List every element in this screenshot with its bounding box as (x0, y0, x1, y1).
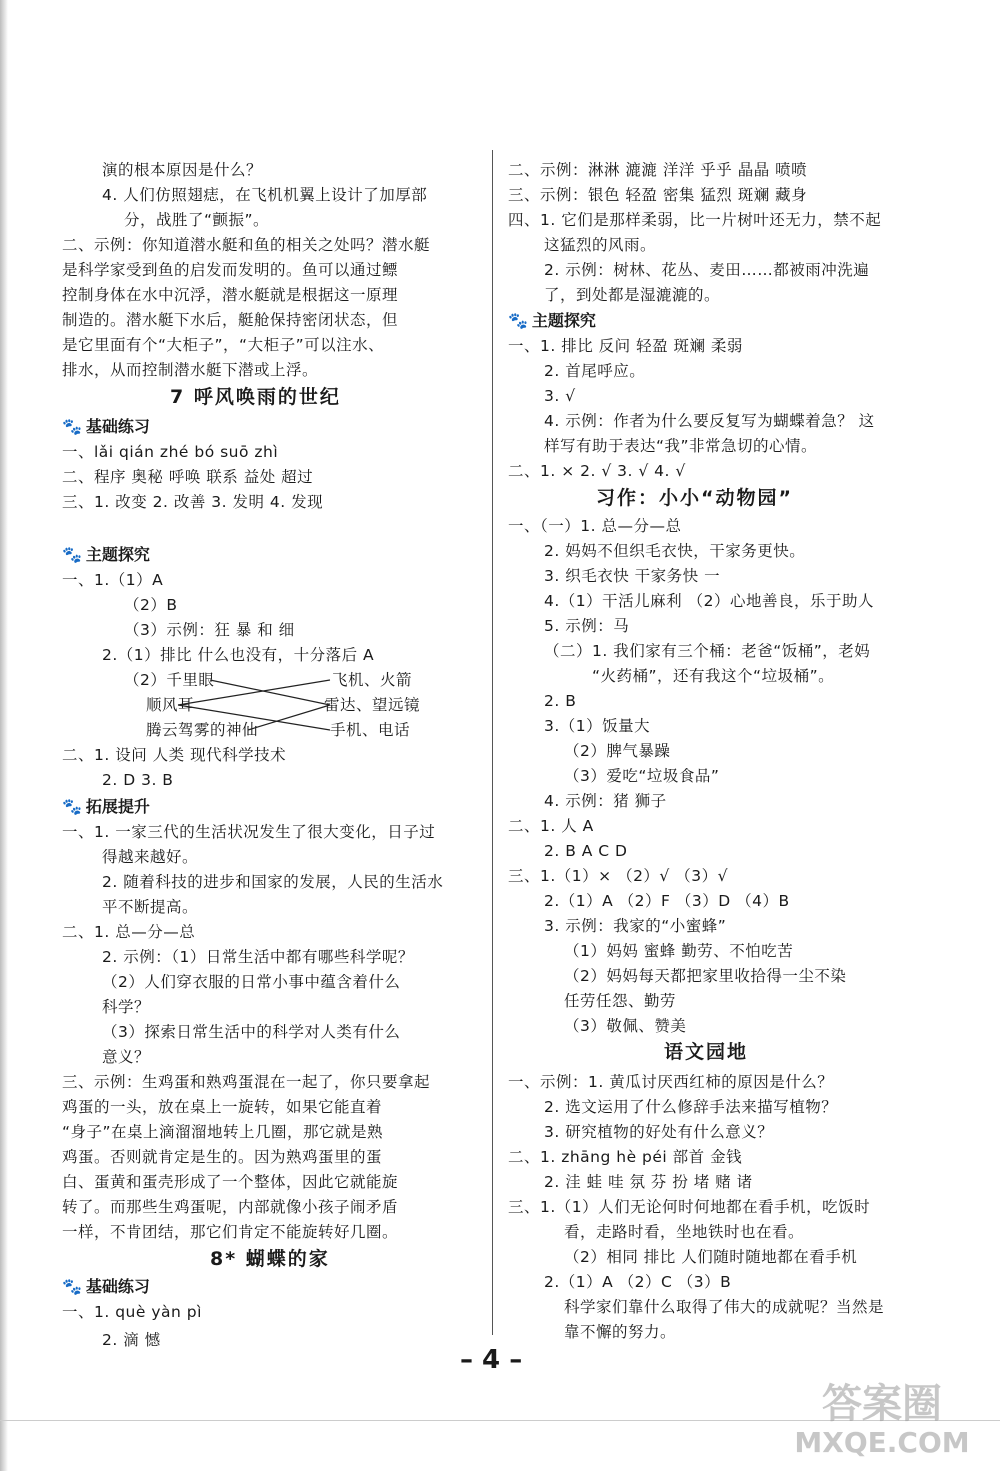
match-line-4 (178, 705, 330, 730)
answer-line: 3.（1）饭量大 (544, 717, 651, 735)
answer-line: （3）爱吃“垃圾食品” (564, 767, 720, 785)
match-line-1 (210, 680, 330, 705)
answer-line: 二、示例：你知道潜水艇和鱼的相关之处吗？潜水艇 (62, 236, 431, 254)
paw-icon: 🐾 (508, 311, 528, 330)
match-line-2 (178, 680, 330, 705)
lesson-title: 习作：小小“动物园” (596, 487, 793, 509)
paw-icon: 🐾 (62, 545, 82, 564)
answer-line: 雷达、望远镜 (324, 696, 421, 714)
answer-line: 2.（1）A （2）F （3）D （4）B (544, 892, 790, 910)
answer-line: 3. 研究植物的好处有什么意义？ (544, 1123, 774, 1141)
section-heading-label: 主题探究 (531, 311, 596, 330)
page-number: – 4 – (460, 1345, 523, 1375)
answer-line: 是它里面有个“大柜子”，“大柜子”可以注水、 (62, 336, 385, 354)
answer-line: 转了。而那些生鸡蛋呢，内部就像小孩子闹矛盾 (62, 1198, 399, 1216)
answer-line: “身子”在桌上滴溜溜地转上几圈，那它就是熟 (62, 1123, 384, 1141)
section-heading-label: 主题探究 (85, 545, 150, 564)
answer-line: （1）妈妈 蜜蜂 勤劳、不怕吃苦 (564, 942, 794, 960)
answer-line: （2）妈妈每天都把家里收拾得一尘不染 (564, 967, 847, 985)
section-heading-label: 拓展提升 (85, 797, 150, 816)
answer-line: 3. 织毛衣快 干家务快 一 (544, 567, 721, 585)
answer-line: 四、1. 它们是那样柔弱，比一片树叶还无力，禁不起 (508, 211, 882, 229)
answer-line: 手机、电话 (330, 721, 411, 739)
watermark-line1: 答案圈 (822, 1381, 942, 1427)
answer-line: 2.（1）排比 什么也没有，十分落后 A (102, 646, 375, 664)
answer-line: “火药桶”，还有我这个“垃圾桶”。 (592, 667, 835, 685)
answer-line: 5. 示例：马 (544, 617, 630, 635)
answer-line: 一、1. 一家三代的生活状况发生了很大变化，日子过 (62, 823, 436, 841)
answer-line: 2. B (544, 692, 577, 710)
answer-line: （2）相同 排比 人们随时随地都在看手机 (564, 1248, 858, 1266)
answer-line: 分，战胜了“颤振”。 (124, 211, 270, 229)
answer-line: 科学？ (102, 998, 151, 1016)
watermark-line2: MXQE.COM (794, 1426, 970, 1459)
answer-line: 3. 示例：我家的“小蜜蜂” (544, 917, 727, 935)
lesson-title: 8* 蝴蝶的家 (210, 1248, 330, 1270)
match-line-3 (248, 705, 330, 730)
watermark-logo (782, 1372, 982, 1460)
answer-line: 鸡蛋。否则就肯定是生的。因为熟鸡蛋里的蛋 (62, 1148, 383, 1166)
answer-line: 制造的。潜水艇下水后，艇舱保持密闭状态，但 (62, 311, 399, 329)
answer-line: 一样，不肯团结，那它们肯定不能旋转好几圈。 (62, 1223, 399, 1241)
answer-line: （2）B (124, 596, 178, 614)
answer-line: 这猛烈的风雨。 (544, 236, 657, 254)
answer-line: 二、1. 人 A (508, 817, 594, 835)
answer-line: 2. 选文运用了什么修辞手法来描写植物？ (544, 1098, 838, 1116)
paw-icon: 🐾 (62, 797, 82, 816)
answer-line: （3）探索日常生活中的科学对人类有什么 (102, 1023, 401, 1041)
answer-line: 二、1. 总—分—总 (62, 923, 196, 941)
answer-line: 2. 妈妈不但织毛衣快，干家务更快。 (544, 542, 806, 560)
answer-line: 3. √ (544, 387, 576, 405)
answer-line: 白、蛋黄和蛋壳形成了一个整体，因此它就能旋 (62, 1173, 399, 1191)
answer-line: 意义？ (102, 1048, 151, 1066)
answer-line: 一、1. 排比 反问 轻盈 斑斓 柔弱 (508, 337, 743, 355)
answer-line: 靠不懈的努力。 (564, 1323, 677, 1341)
answer-line: 了，到处都是湿漉漉的。 (544, 286, 721, 304)
answer-line: 看，走路时看，坐地铁时也在看。 (564, 1223, 805, 1241)
answer-line: 样写有助于表达“我”非常急切的心情。 (544, 437, 818, 455)
answer-line: 2. 示例：（1）日常生活中都有哪些科学呢？ (102, 948, 414, 966)
answer-line: 控制身体在水中沉浮，潜水艇就是根据这一原理 (62, 286, 399, 304)
answer-line: 2. 示例：树林、花丛、麦田……都被雨冲洗遍 (544, 261, 870, 279)
answer-line: 三、1. 改变 2. 改善 3. 发明 4. 发现 (62, 493, 324, 511)
answer-line: 4. 人们仿照翅痣，在飞机机翼上设计了加厚部 (102, 186, 428, 204)
answer-line: 得越来越好。 (102, 848, 199, 866)
answer-line: （3）敬佩、赞美 (564, 1017, 687, 1035)
answer-line: 任劳任怨、勤劳 (564, 992, 677, 1010)
paw-icon: 🐾 (62, 1277, 82, 1296)
answer-line: 一、示例：1. 黄瓜讨厌西红柿的原因是什么？ (508, 1073, 834, 1091)
answer-line: 4.（1）干活儿麻利 （2）心地善良，乐于助人 (544, 592, 874, 610)
answer-line: 三、示例：银色 轻盈 密集 猛烈 斑斓 藏身 (508, 186, 808, 204)
answer-line: 2.（1）A （2）C （3）B (544, 1273, 732, 1291)
answer-line: 平不断提高。 (102, 898, 199, 916)
answer-line: 4. 示例：猪 狮子 (544, 792, 667, 810)
answer-line: 二、示例：淋淋 漉漉 洋洋 乎乎 晶晶 喷喷 (508, 161, 808, 179)
lesson-title: 语文园地 (664, 1041, 749, 1063)
answer-line: 二、1. × 2. √ 3. √ 4. √ (508, 462, 686, 480)
answer-line: 一、1.（1）A (62, 571, 164, 589)
answer-line: 腾云驾雾的神仙 (146, 721, 259, 739)
answer-line: 飞机、火箭 (332, 671, 413, 689)
answer-line: 2. 随着科技的进步和国家的发展，人民的生活水 (102, 873, 444, 891)
section-heading-label: 基础练习 (85, 1277, 150, 1296)
answer-line: 一、（一）1. 总—分—总 (508, 517, 682, 535)
answer-line: 顺风耳 (146, 696, 195, 714)
answer-line: 2. 首尾呼应。 (544, 362, 646, 380)
answer-line: （二）1. 我们家有三个桶：老爸“饭桶”，老妈 (544, 642, 871, 660)
answer-line: 2. D 3. B (102, 771, 174, 789)
answer-line: 三、示例：生鸡蛋和熟鸡蛋混在一起了，你只要拿起 (62, 1073, 431, 1091)
answer-line: （3）示例：狂 暴 和 细 (124, 621, 295, 639)
answer-line: 科学家们靠什么取得了伟大的成就呢？当然是 (564, 1298, 885, 1316)
answer-line: 演的根本原因是什么？ (102, 161, 263, 179)
answer-line: 排水，从而控制潜水艇下潜或上浮。 (62, 361, 319, 379)
lesson-title: 7 呼风唤雨的世纪 (170, 386, 341, 408)
answer-line: （2）千里眼 (124, 671, 215, 689)
answer-line: 二、程序 奥秘 呼唤 联系 益处 超过 (62, 468, 314, 486)
answer-line: 一、1. què yàn pì (62, 1303, 202, 1321)
answer-line: 是科学家受到鱼的启发而发明的。鱼可以通过鳔 (62, 261, 399, 279)
answer-line: （2）脾气暴躁 (564, 742, 671, 760)
answer-line: 二、1. zhāng hè péi 部首 金钱 (508, 1148, 743, 1166)
answer-line: 三、1.（1）人们无论何时何地都在看手机，吃饭时 (508, 1198, 871, 1216)
section-heading-label: 基础练习 (85, 417, 150, 436)
answer-line: （2）人们穿衣服的日常小事中蕴含着什么 (102, 973, 401, 991)
answer-line: 2. 洼 蛙 哇 氛 芬 扮 堵 赌 诸 (544, 1173, 753, 1191)
answer-line: 2. B A C D (544, 842, 628, 860)
answer-line: 二、1. 设问 人类 现代科学技术 (62, 746, 287, 764)
answer-line: 2. 滴 憾 (102, 1331, 161, 1349)
answer-line: 三、1.（1）× （2）√ （3）√ (508, 867, 728, 885)
paw-icon: 🐾 (62, 417, 82, 436)
answer-line: 4. 示例：作者为什么要反复写为蝴蝶着急？ 这 (544, 412, 875, 430)
answer-line: 一、lǎi qián zhé bó suō zhì (62, 443, 279, 461)
answer-line: 鸡蛋的一头，放在桌上一旋转，如果它能直着 (62, 1098, 383, 1116)
